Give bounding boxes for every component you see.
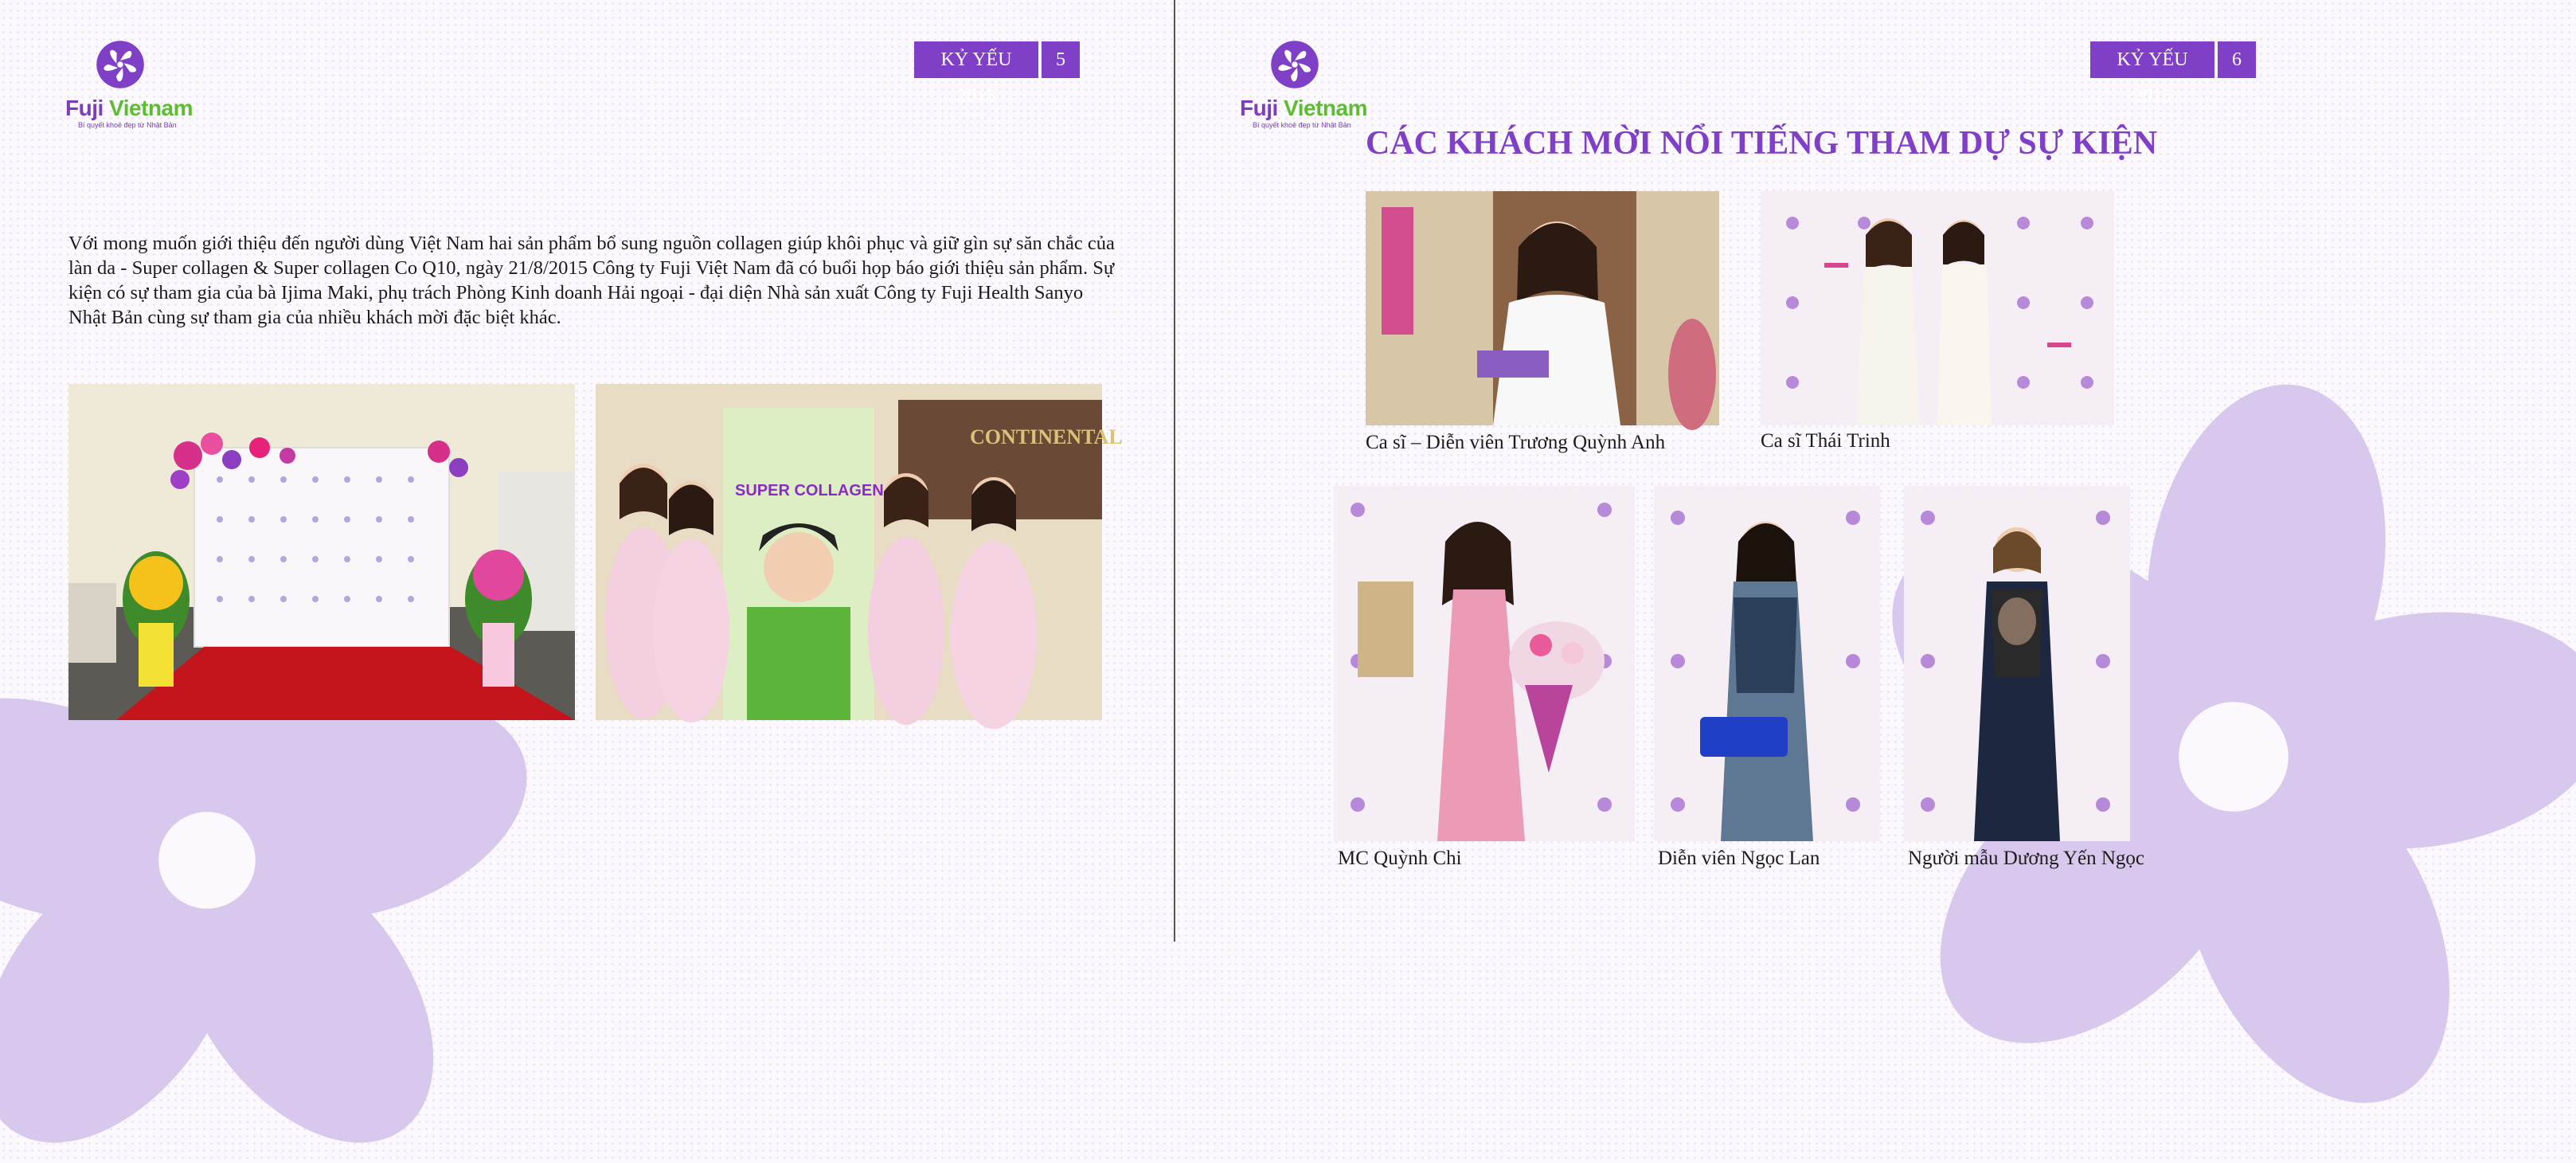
guest-photo-1 bbox=[1366, 191, 1719, 425]
page-number: 5 bbox=[1042, 41, 1080, 78]
continental-sign: CONTINENTAL bbox=[970, 425, 1123, 448]
guest-photo-illustration bbox=[1334, 486, 1635, 841]
logo-tagline: Bí quyết khoẻ đẹp từ Nhật Bản bbox=[78, 121, 177, 129]
guest-photo-4 bbox=[1654, 486, 1880, 841]
logo-wordmark: Fuji Vietnam bbox=[65, 96, 193, 120]
guest-photo-illustration bbox=[1761, 191, 2114, 425]
event-stage-photo bbox=[68, 384, 575, 720]
staff-kimono-photo bbox=[596, 384, 1123, 720]
yearbook-label: KỶ YẾU 2015 bbox=[2090, 41, 2214, 78]
intro-paragraph: Với mong muốn giới thiệu đến người dùng Việt Nam hai sản phẩm bổ sung nguồn collagen giúp khôi phục và giữ gìn sự săn chắc của làn da - Super collagen & Super collagen Co Q10, ngày 21/8/2015 Công ty Fuji Việt Nam đã có buổi họp báo giới thiệu sản phẩm. Sự kiện có sự tham gia của bà Ijima Maki, phụ trách Phòng Kinh doanh Hải ngoại - đại diện Nhà sản xuất Công ty Fuji Health Sanyo Nhật Bản cùng sự tham gia của nhiều khách mời đặc biệt khác. bbox=[68, 233, 1115, 328]
guest-photo-illustration bbox=[1654, 486, 1880, 841]
page-header-tag bbox=[2090, 41, 2256, 107]
guest-caption-1: Ca sĩ – Diễn viên Trương Quỳnh Anh bbox=[1366, 432, 1666, 453]
fuji-vietnam-logo bbox=[1240, 40, 1383, 135]
logo-wordmark: Fuji Vietnam bbox=[1240, 96, 1367, 120]
guest-photo-illustration bbox=[1904, 486, 2130, 841]
stage-photo-illustration bbox=[68, 384, 575, 720]
page-header-tag bbox=[914, 41, 1080, 107]
flower-logo-icon bbox=[1270, 40, 1319, 89]
flower-logo-icon bbox=[96, 40, 145, 89]
guest-photo-5 bbox=[1904, 486, 2130, 841]
guest-caption-5: Người mẫu Dương Yến Ngọc bbox=[1908, 848, 2145, 869]
guest-caption-3: MC Quỳnh Chi bbox=[1338, 848, 1462, 869]
staff-photo-illustration bbox=[596, 384, 1123, 720]
logo-tagline: Bí quyết khoẻ đẹp từ Nhật Bản bbox=[1253, 121, 1351, 129]
guest-photo-2 bbox=[1761, 191, 2114, 425]
page-number: 6 bbox=[2218, 41, 2256, 78]
guest-caption-2: Ca sĩ Thái Trinh bbox=[1761, 430, 1890, 452]
guest-photo-illustration bbox=[1366, 191, 1719, 425]
right-page bbox=[1175, 0, 2348, 942]
yearbook-label: KỶ YẾU 2015 bbox=[914, 41, 1038, 78]
guest-photo-3 bbox=[1334, 486, 1635, 841]
fuji-vietnam-logo bbox=[65, 40, 209, 135]
left-page bbox=[0, 0, 1174, 942]
guest-caption-4: Diễn viên Ngọc Lan bbox=[1658, 848, 1820, 869]
section-heading: CÁC KHÁCH MỜI NỔI TIẾNG THAM DỰ SỰ KIỆN bbox=[1366, 125, 2158, 162]
banner-text: SUPER COLLAGEN bbox=[735, 482, 884, 499]
